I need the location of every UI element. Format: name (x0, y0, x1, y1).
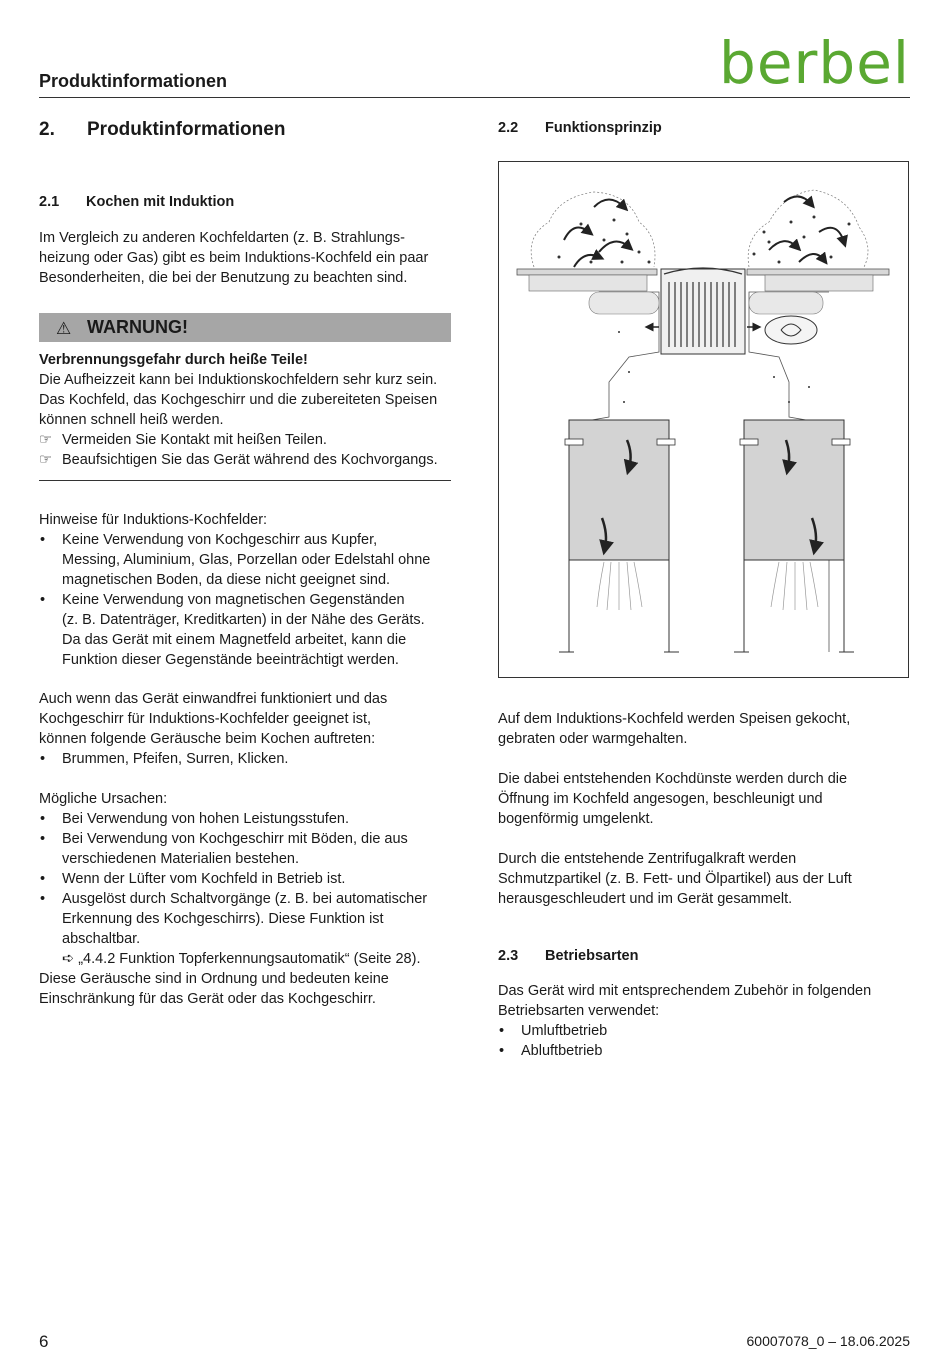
subsection-2-1-heading (39, 194, 234, 210)
diagram-illustration (499, 162, 908, 677)
noise-list (39, 749, 469, 769)
document-id: 60007078_0 – 18.06.2025 (746, 1333, 910, 1349)
modes-list (498, 1021, 918, 1061)
hints-list (39, 530, 469, 670)
subsection-title: Funktionsprinzip (545, 120, 662, 136)
list-item: • Keine Verwendung von magnetischen Gegenständen (z. B. Datenträger, Kreditkarten) in der Nähe des Geräts. Da das Gerät mit einem Magnetfeld arbeitet, kann die Funktion dieser Gegenstände beeinträchtigt werden. (39, 590, 469, 670)
intro-line: Im Vergleich zu anderen Kochfeldarten (z. B. Strahlungs- (39, 230, 405, 246)
causes-intro: Mögliche Ursachen: (39, 791, 168, 807)
hints-block (39, 510, 469, 670)
warning-triangle-icon: ⚠ (56, 319, 72, 338)
warning-rule (39, 480, 451, 481)
arrow-right-icon: ➪ (62, 951, 75, 967)
warning-line: Das Kochfeld, das Kochgeschirr und die zubereiteten Speisen (39, 392, 438, 408)
header-rule (39, 97, 910, 98)
subsection-2-3-heading (498, 948, 638, 964)
list-item: • Bei Verwendung von Kochgeschirr mit Böden, die aus verschiedenen Materialien bestehen. (39, 829, 469, 869)
list-item: • Ausgelöst durch Schaltvorgänge (z. B. bei automatischer Erkennung des Kochgeschirrs). Diese Funktion ist abschaltbar. (39, 889, 469, 949)
list-item: • Abluftbetrieb (498, 1041, 918, 1061)
warning-label: WARNUNG! (87, 317, 188, 337)
subsection-number: 2.1 (39, 194, 60, 210)
subsection-2-2-heading (498, 120, 662, 136)
section-heading (39, 119, 285, 141)
intro-line: Besonderheiten, die bei der Benutzung zu beachten sind. (39, 270, 408, 286)
noise-block: Auch wenn das Gerät einwandfrei funktioniert und das Kochgeschirr für Induktions-Kochfelder geeignet ist, können folgende Geräusche beim Kochen auftreten: • Brummen, Pfeifen, Surren, Klicken. (39, 689, 469, 769)
intro-paragraph (39, 228, 459, 288)
cross-reference[interactable] (39, 949, 469, 969)
list-item: • Keine Verwendung von Kochgeschirr aus Kupfer, Messing, Aluminium, Glas, Porzellan oder Edelstahl ohne magnetischen Boden, da diese nicht geeignet sind. (39, 530, 469, 590)
list-item: • Bei Verwendung von hohen Leistungsstufen. (39, 809, 469, 829)
hand-pointer-icon: ☞ (39, 452, 52, 468)
hand-pointer-icon: ☞ (39, 432, 52, 448)
page-number: 6 (39, 1332, 49, 1351)
function-text: Auf dem Induktions-Kochfeld werden Speisen gekocht, gebraten oder warmgehalten. Die dabei entstehenden Kochdünste werden durch die Öffnung im Kochfeld angesogen, beschleunigt und bogenförmig umgelenkt. Durch die entstehende Zentrifugalkraft werden Schmutzpartikel (z. B. Fett- und Ölpartikel) aus der Luft herausgeschleudert und im Gerät gesammelt. (498, 711, 852, 907)
subsection-number: 2.3 (498, 948, 519, 964)
function-principle-diagram (498, 161, 909, 678)
list-item: • Umluftbetrieb (498, 1021, 918, 1041)
section-number: 2. (39, 119, 55, 140)
subsection-number: 2.2 (498, 120, 519, 136)
modes-block: Das Gerät wird mit entsprechendem Zubehör in folgenden Betriebsarten verwendet: • Umluftbetrieb • Abluftbetrieb (498, 981, 918, 1061)
cross-reference-link[interactable]: „4.4.2 Funktion Topferkennungsautomatik“ (Seite 28). (78, 951, 421, 967)
warning-line: Die Aufheizzeit kann bei Induktionskochfeldern sehr kurz sein. (39, 372, 438, 388)
warning-heading: Verbrennungsgefahr durch heiße Teile! (39, 352, 308, 368)
hints-intro: Hinweise für Induktions-Kochfelder: (39, 512, 268, 528)
warning-action: ☞ Vermeiden Sie Kontakt mit heißen Teilen. (39, 432, 327, 448)
subsection-title: Betriebsarten (545, 948, 639, 964)
list-item: • Brummen, Pfeifen, Surren, Klicken. (39, 749, 469, 769)
warning-line: können schnell heiß werden. (39, 412, 224, 428)
causes-list (39, 809, 469, 949)
warning-action: ☞ Beaufsichtigen Sie das Gerät während des Kochvorgangs. (39, 452, 438, 468)
section-title: Produktinformationen (87, 119, 286, 140)
subsection-title: Kochen mit Induktion (86, 194, 235, 210)
berbel-logo: berbel (719, 29, 910, 97)
causes-block: Mögliche Ursachen: • Bei Verwendung von hohen Leistungsstufen. • Bei Verwendung von Kochgeschirr mit Böden, die aus verschiedenen Materialien bestehen. • Wenn der Lüfter vom Kochfeld in Betrieb ist. • Ausgelöst durch Schaltvorgänge (z. B. bei automatischer Erkennung des Kochgeschirrs). Diese Funktion ist abschaltbar. ➪ „4.4.2 Funktion Topferkennungsautomatik“ (Seite 28). Diese Geräusche sind in Ordnung und bedeuten keine Einschränkung für das Gerät oder das Kochgeschirr. (39, 789, 469, 1009)
intro-line: heizung oder Gas) gibt es beim Induktions-Kochfeld ein paar (39, 250, 429, 266)
header-title: Produktinformationen (39, 71, 227, 91)
warning-content (39, 350, 459, 470)
list-item: • Wenn der Lüfter vom Kochfeld in Betrieb ist. (39, 869, 469, 889)
warning-banner (39, 313, 451, 342)
